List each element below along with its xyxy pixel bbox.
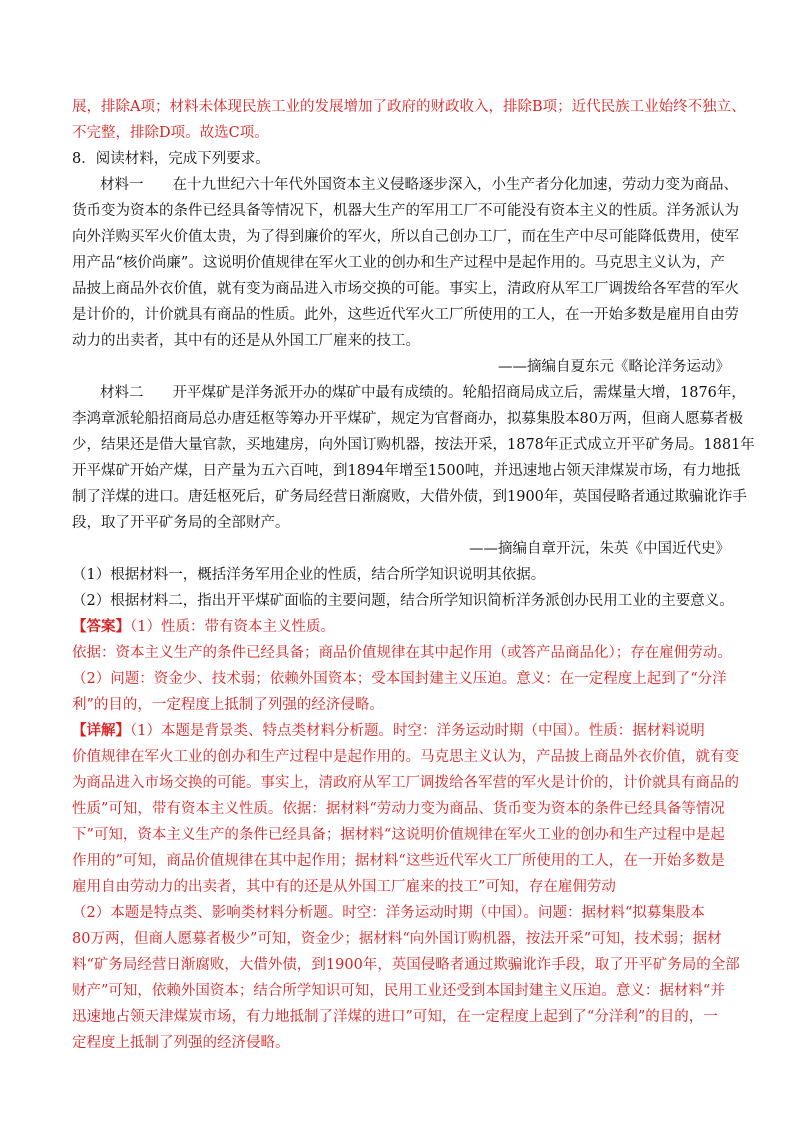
document-content — [72, 94, 755, 1056]
explanation-line: （2）本题是特点类、影响类材料分析题。时空：洋务运动时期（中国）。问题：据材料“拟募集股本 — [72, 905, 705, 921]
material-two — [72, 380, 755, 562]
explanation-line: 作用的”可知，商品价值规律在其中起作用；据材料“这些近代军火工厂所使用的工人，在一开始多数是 — [72, 853, 725, 869]
material-line: 少，结果还是借大量官款，买地建房，向外国订购机器，按法开采，1878年正式成立开平矿务局。1881年 — [72, 437, 755, 453]
material-line: 段，取了开平矿务局的全部财产。 — [72, 515, 290, 531]
explanation-line: 价值规律在军火工业的创办和生产过程中是起作用的。马克思主义认为，产品披上商品外衣价值，就有变 — [72, 749, 739, 765]
material-line: 开平煤矿开始产煤，日产量为五六百吨，到1894年增至1500吨，并迅速地占领天津煤炭市场，有力地抵 — [72, 463, 741, 479]
explanation-line: 财产”可知，依赖外国资本；结合所学知识可知，民用工业还受到本国封建主义压迫。意义：据材料“并 — [72, 983, 725, 999]
answer-line: 利”的目的，一定程度上抵制了列强的经济侵略。 — [72, 697, 384, 713]
explanation-line: 80万两，但商人愿募者极少”可知，资金少；据材料“向外国订购机器，按法开采”可知，技术弱；据材 — [72, 931, 722, 947]
previous-answer-block — [72, 94, 746, 146]
explanation-line: 迅速地占领天津煤炭市场，有力地抵制了洋煤的进口”可知，在一定程度上起到了“分洋利”的目的，一 — [72, 1009, 718, 1025]
explanation-line: 性质”可知，带有资本主义性质。依据：据材料“劳动力变为商品、货币变为资本的条件已经具备等情况 — [72, 801, 725, 817]
answer-block — [72, 614, 730, 718]
text-line: 不完整，排除D项。故选C项。 — [72, 125, 269, 141]
sub-question-1: （1）根据材料一，概括洋务军用企业的性质，结合所学知识说明其依据。 — [72, 567, 546, 583]
explanation-line: （1）本题是背景类、特点类材料分析题。时空：洋务运动时期（中国）。性质：据材料说明 — [130, 723, 705, 739]
material-line: 是计价的，计价就具有商品的性质。此外，这些近代军火工厂所使用的工人，在一开始多数是雇用自由劳 — [72, 307, 739, 323]
explanation-line: 为商品进入市场交换的可能。事实上，清政府从军工厂调拨给各军营的军火是计价的，计价就具有商品的 — [72, 775, 739, 791]
explanation-block — [72, 718, 740, 1056]
material-line: 制了洋煤的进口。唐廷枢死后，矿务局经营日渐腐败，大借外债，到1900年，英国侵略者通过欺骗讹诈手 — [72, 489, 747, 505]
answer-line: （2）问题：资金少、技术弱；依赖外国资本；受本国封建主义压迫。意义：在一定程度上起到了“分洋 — [72, 671, 727, 687]
explanation-line: 料“矿务局经营日渐腐败，大借外债，到1900年，英国侵略者通过欺骗讹诈手段，取了开平矿务局的全部 — [72, 957, 740, 973]
material-one — [72, 172, 739, 380]
text-line: 展，排除A项；材料未体现民族工业的发展增加了政府的财政收入，排除B项；近代民族工业始终不独立、 — [72, 99, 746, 115]
question-title: 8．阅读材料，完成下列要求。 — [72, 151, 270, 167]
material-source: ——摘编自夏东元《略论洋务运动》 — [498, 359, 730, 375]
answer-line: 依据：资本主义生产的条件已经具备；商品价值规律在其中起作用（或答产品商品化）；存在雇佣劳动。 — [72, 645, 732, 661]
material-line: 李鸿章派轮船招商局总办唐廷枢等筹办开平煤矿，规定为官督商办，拟募集股本80万两，但商人愿募者极 — [72, 411, 743, 427]
material-line: 向外洋购买军火价值太贵，为了得到廉价的军火，所以自己创办工厂，而在生产中尽可能降低费用，使军 — [72, 229, 739, 245]
explanation-line: 定程度上抵制了列强的经济侵略。 — [72, 1035, 290, 1051]
explanation-line: 雇用自由劳动力的出卖者，其中有的还是从外国工厂雇来的技工”可知，存在雇佣劳动 — [72, 879, 616, 895]
answer-label: 【答案】 — [72, 618, 130, 635]
material-line: 材料二 开平煤矿是洋务派开办的煤矿中最有成绩的。轮船招商局成立后，需煤量大增，1876年， — [100, 385, 746, 401]
material-line: 动力的出卖者，其中有的还是从外国工厂雇来的技工。 — [72, 333, 420, 349]
material-source: ——摘编自章开沅，朱英《中国近代史》 — [469, 541, 730, 557]
material-line: 品披上商品外衣价值，就有变为商品进入市场交换的可能。事实上，清政府从军工厂调拨给各军营的军火 — [72, 281, 739, 297]
material-line: 货币变为资本的条件已经具备等情况下，机器大生产的军用工厂不可能没有资本主义的性质。洋务派认为 — [72, 203, 739, 219]
explanation-label: 【详解】 — [72, 722, 130, 739]
material-line: 材料一 在十九世纪六十年代外国资本主义侵略逐步深入，小生产者分化加速，劳动力变为商品、 — [100, 177, 738, 193]
explanation-line: 下”可知，资本主义生产的条件已经具备；据材料“这说明价值规律在军火工业的创办和生产过程中是起 — [72, 827, 725, 843]
answer-line: （1）性质：带有资本主义性质。 — [130, 619, 335, 635]
sub-question-2: （2）根据材料二，指出开平煤矿面临的主要问题，结合所学知识简析洋务派创办民用工业的主要意义。 — [72, 593, 734, 609]
material-line: 用产品“核价尚廉”。这说明价值规律在军火工业的创办和生产过程中是起作用的。马克思主义认为，产 — [72, 255, 725, 271]
